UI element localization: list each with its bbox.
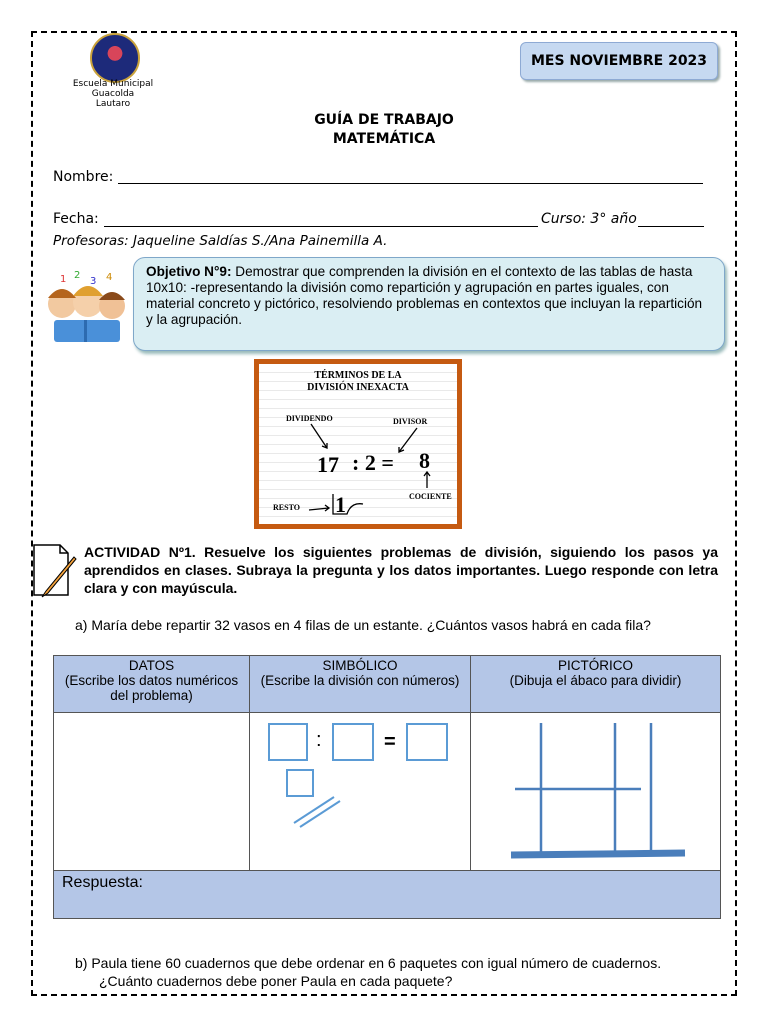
quotient-box[interactable] [406, 723, 448, 761]
pencil-paper-icon [30, 543, 78, 599]
division-operator: : 2 = [352, 450, 394, 475]
remainder-label: RESTO [273, 503, 300, 512]
course-label: Curso: 3° año [541, 211, 637, 227]
diagram-title-line1: TÉRMINOS DE LA [314, 370, 402, 381]
school-logo [90, 33, 140, 83]
quotient-label: COCIENTE [409, 492, 452, 501]
name-label: Nombre: [53, 169, 114, 185]
dividend-label: DIVIDENDO [286, 414, 333, 423]
guide-title: GUÍA DE TRABAJO [314, 112, 454, 128]
datos-header-title: DATOS [128, 658, 175, 673]
dividend-box[interactable] [268, 723, 308, 761]
respuesta-label: Respuesta: [62, 874, 143, 891]
dividend-number: 17 [317, 452, 339, 477]
school-name [52, 79, 174, 109]
quotient-number: 8 [419, 448, 430, 473]
remainder-number: 1 [335, 492, 346, 517]
month-badge: MES NOVIEMBRE 2023 [520, 42, 718, 80]
simbolico-header [250, 656, 471, 713]
problem-b-line2: ¿Cuánto cuadernos debe poner Paula en cada paquete? [99, 973, 453, 989]
teachers-line: Profesoras: Jaqueline Saldías S./Ana Painemilla A. [53, 233, 388, 249]
division-terms-diagram [254, 359, 462, 529]
datos-header-sub: (Escribe los datos numéricos del problema) [64, 673, 239, 703]
pictorico-header [471, 656, 721, 713]
colon-symbol: : [316, 729, 322, 751]
divisor-box[interactable] [332, 723, 374, 761]
objective-label: Objetivo N°9: [146, 264, 232, 279]
pictorico-header-title: PICTÓRICO [557, 658, 633, 673]
divisor-label: DIVISOR [393, 417, 428, 426]
datos-header [54, 656, 250, 713]
svg-text:4: 4 [106, 272, 113, 283]
problem-b-line1: b) Paula tiene 60 cuadernos que debe ordenar en 6 paquetes con igual número de cuadernos. [75, 955, 662, 971]
name-line[interactable] [118, 183, 703, 184]
division-slash-lines [290, 793, 346, 829]
simbolico-cell[interactable] [250, 713, 471, 871]
school-name-line2: Lautaro [95, 99, 131, 109]
svg-text:1: 1 [60, 274, 67, 285]
date-line[interactable] [104, 226, 538, 227]
school-name-line1: Escuela Municipal Guacolda [72, 79, 154, 99]
problem-a: a) María debe repartir 32 vasos en 4 filas de un estante. ¿Cuántos vasos habrá en cada fila? [75, 617, 651, 633]
svg-text:2: 2 [74, 270, 81, 281]
date-label: Fecha: [53, 211, 99, 227]
course-line[interactable] [638, 226, 704, 227]
respuesta-row[interactable] [54, 871, 721, 919]
subject-title: MATEMÁTICA [332, 131, 436, 147]
svg-text:3: 3 [90, 276, 97, 287]
pictorico-header-sub: (Dibuja el ábaco para dividir) [509, 673, 682, 688]
objective-text: Demostrar que comprenden la división en el contexto de las tablas de hasta 10x10: -representando la división como repartición y agrupación en partes iguales, con material concreto y pictórico, resolviendo problemas en contextos que incluyan la repartición y la agrupación. [146, 264, 703, 327]
abacus-drawing [471, 713, 721, 870]
objective-box [133, 257, 725, 351]
datos-cell[interactable] [54, 713, 250, 871]
problem-a-table [53, 655, 721, 919]
simbolico-header-title: SIMBÓLICO [322, 658, 398, 673]
simbolico-header-sub: (Escribe la división con números) [260, 673, 460, 688]
kids-reading-illustration [40, 268, 132, 348]
equals-symbol: = [384, 731, 396, 753]
diagram-title-line2: DIVISIÓN INEXACTA [307, 382, 409, 393]
pictorico-cell[interactable] [471, 713, 721, 871]
activity-instructions: ACTIVIDAD Nº1. Resuelve los siguientes problemas de división, siguiendo los pasos ya aprendidos en clases. Subraya la pregunta y los datos importantes. Luego responde con letra clara y con mayúscula. [84, 544, 718, 596]
